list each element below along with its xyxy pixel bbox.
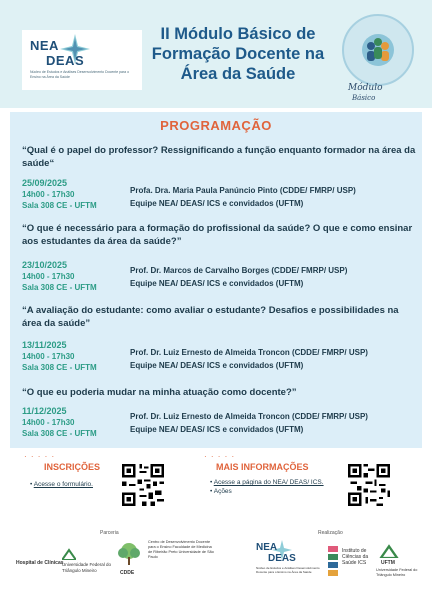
session-time: 14h00 - 17h30 [22, 352, 75, 361]
session-speakers [130, 346, 420, 372]
session-when [22, 260, 97, 293]
session-time: 14h00 - 17h30 [22, 190, 75, 199]
neadeas-footer-subtitle: Núcleo de Estudos e Análises Desenvolvimento Docente para o Ensino na Área da Saúde [256, 566, 320, 574]
inscricoes-link[interactable]: • Acesse o formulário. [30, 480, 93, 489]
inscricoes-list [30, 480, 93, 489]
tree-icon [114, 542, 144, 566]
session-question: “O que é necessário para a formação do profissional da saúde? O que e como ensinar aos estudantes da área da saúde?” [22, 223, 413, 247]
session-speakers [130, 264, 420, 290]
session-date: 13/11/2025 [22, 340, 67, 350]
session-room: Sala 308 CE - UFTM [22, 429, 97, 438]
session-team: Equipe NEA/ DEAS/ ICS e convidados (UFTM) [130, 199, 304, 208]
session-room: Sala 308 CE - UFTM [22, 283, 97, 292]
session-team: Equipe NEA/ DEAS/ ICS e convidados (UFTM) [130, 279, 304, 288]
logo-subtitle: Núcleo de Estudos e Análises Desenvolvimento Docente para o Ensino na Área da Saúde [30, 70, 130, 79]
session-question: “Qual é o papel do professor? Ressignificando a função enquanto formador na área da saúde“ [22, 145, 416, 169]
realizacao-label: Realização [318, 530, 343, 536]
session-question: “A avaliação do estudante: como avaliar o estudante? Desafios e possibilidades na área da saúde” [22, 305, 399, 329]
session-when [22, 406, 97, 439]
ics-icon [326, 546, 340, 576]
uftm-name-2: Universidade Federal do Triângulo Mineiro [376, 568, 418, 577]
people-icon [358, 32, 398, 68]
decorative-dots: · · · · · [24, 452, 56, 461]
acoes-item: • Ações [210, 487, 324, 496]
session-question: “O que eu poderia mudar na minha atuação como docente?” [22, 387, 297, 398]
qr-code-inscricoes [120, 462, 166, 508]
session-speaker: Prof. Dr. Luiz Ernesto de Almeida Troncon (CDDE/ FMRP/ USP) [130, 348, 368, 357]
session-speakers [130, 410, 420, 436]
session-time: 14h00 - 17h30 [22, 418, 75, 427]
qr-code-mais-informacoes [346, 462, 392, 508]
session-speaker: Profa. Dra. Maria Paula Panúncio Pinto (CDDE/ FMRP/ USP) [130, 186, 356, 195]
session-date: 23/10/2025 [22, 260, 68, 270]
badge-caption-2: Básico [352, 94, 376, 102]
mais-informacoes-title: MAIS INFORMAÇÕES [216, 462, 309, 472]
session-time: 14h00 - 17h30 [22, 272, 75, 281]
session-speaker: Prof. Dr. Luiz Ernesto de Almeida Troncon (CDDE/ FMRP/ USP) [130, 412, 368, 421]
uftm-name-1: Universidade Federal do Triângulo Mineiro [62, 562, 112, 573]
uftm-abbr: UFTM [381, 560, 395, 566]
header-band [0, 0, 432, 108]
ics-text: Instituto de Ciências da Saúde ICS [342, 548, 369, 566]
session-speaker: Prof. Dr. Marcos de Carvalho Borges (CDDE/ FMRP/ USP) [130, 266, 348, 275]
page-title: II Módulo Básico de Formação Docente na Área da Saúde [151, 25, 325, 83]
inscricoes-title: INSCRIÇÕES [44, 462, 101, 472]
hospital-clinicas-label: Hospital de Clínicas [16, 560, 64, 566]
session-date: 11/12/2025 [22, 406, 67, 416]
uftm-logo-icon [62, 548, 76, 560]
session-when [22, 340, 97, 373]
session-team: Equipe NEA/ DEAS/ ICS e convidados (UFTM) [130, 361, 304, 370]
badge-caption: Módulo [348, 83, 383, 93]
program-panel [10, 112, 422, 448]
neadeas-footer-title: NEA DEAS [256, 542, 296, 564]
session-team: Equipe NEA/ DEAS/ ICS e convidados (UFTM) [130, 425, 304, 434]
cdde-text: Centro de Desenvolvimento Docente para o Ensino Faculdade de Medicina de Ribeirão Preto Universidade de São Paulo [148, 540, 214, 559]
logo-title: NEA DEAS [30, 38, 85, 68]
session-room: Sala 308 CE - UFTM [22, 201, 97, 210]
cdde-label: CDDE [120, 570, 135, 576]
uftm-logo-icon [378, 544, 400, 558]
session-date: 25/09/2025 [22, 178, 68, 188]
mais-informacoes-link[interactable]: • Acesse a página do NEA/ DEAS/ ICS. [210, 478, 324, 487]
session-room: Sala 308 CE - UFTM [22, 363, 97, 372]
modulo-basico-badge [342, 14, 414, 86]
decorative-dots: · · · · · [204, 452, 236, 461]
mais-informacoes-list [210, 478, 324, 496]
neadeas-footer-logo [252, 540, 322, 580]
parceria-label: Parceria [100, 530, 119, 536]
session-when [22, 178, 97, 211]
session-speakers [130, 184, 420, 210]
neadeas-logo [22, 30, 142, 90]
program-title: PROGRAMAÇÃO [160, 118, 272, 133]
